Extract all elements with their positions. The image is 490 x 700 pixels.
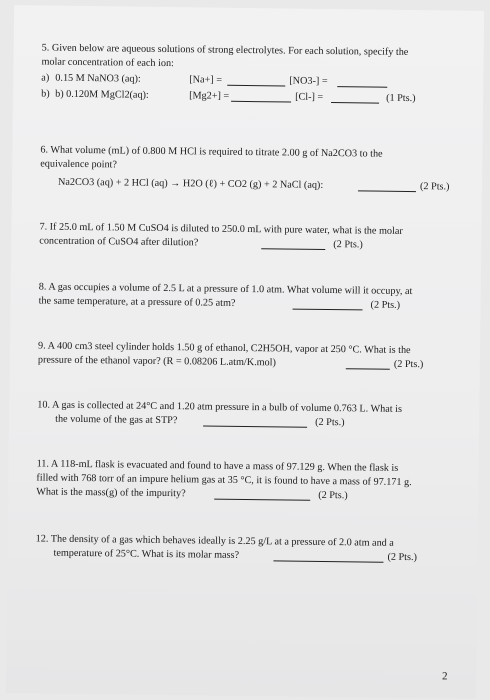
question-text: A gas is collected at 24°C and 1.20 atm pressure in a bulb of volume 0.763 L. What is <box>51 399 403 415</box>
question-number: 11. <box>36 458 50 470</box>
question-text: A gas occupies a volume of 2.5 L at a pressure of 1.0 atm. What volume will it occupy, at <box>48 281 413 298</box>
ion-label: [Na+] = <box>189 74 223 86</box>
ion-label: [Mg2+] = <box>189 90 230 102</box>
answer-blank[interactable] <box>346 359 390 370</box>
ion-label: [NO3-] = <box>289 75 328 87</box>
answer-blank[interactable] <box>214 490 310 501</box>
question-number: 12. <box>35 533 49 545</box>
chemical-equation: Na2CO3 (aq) + 2 HCl (aq) → H2O (ℓ) + CO2 (g) + 2 NaCl (aq): <box>57 176 324 191</box>
question-text: the same temperature, at a pressure of 0.25 atm? <box>38 295 236 309</box>
points-label: (2 Pts.) <box>318 489 348 502</box>
answer-blank[interactable] <box>293 300 363 311</box>
question-text: the volume of the gas at STP? <box>55 413 178 427</box>
answer-blank[interactable] <box>261 239 325 250</box>
question-text: The density of a gas which behaves ideally is 2.25 g/L at a pressure of 2.0 atm and a <box>50 533 394 549</box>
answer-blank[interactable] <box>337 77 387 88</box>
question-text: What is the mass(g) of the impurity? <box>36 486 186 500</box>
question-number: 6. <box>40 144 49 156</box>
question-text: equivalence point? <box>40 158 117 171</box>
question-text: A 400 cm3 steel cylinder holds 1.50 g of ethanol, C2H5OH, vapor at 250 °C. What is the <box>47 340 411 357</box>
ion-label: [Cl-] = <box>295 91 324 103</box>
question-text: pressure of the ethanol vapor? (R = 0.08206 L.atm/K.mol) <box>37 354 276 369</box>
question-text: concentration of CuSO4 after dilution? <box>39 235 199 249</box>
answer-blank[interactable] <box>231 92 291 103</box>
answer-blank[interactable] <box>331 93 379 104</box>
question-7 <box>39 220 459 253</box>
question-10 <box>37 398 457 431</box>
points-label: (2 Pts.) <box>387 551 418 564</box>
points-label: (2 Pts.) <box>419 181 450 193</box>
answer-blank[interactable] <box>273 551 383 562</box>
question-number: 5. <box>41 42 50 54</box>
answer-blank[interactable] <box>358 181 416 192</box>
question-11 <box>36 457 456 504</box>
question-text: molar concentration of each ion: <box>41 56 174 70</box>
question-number: 8. <box>38 281 47 293</box>
question-8 <box>39 280 459 313</box>
answer-blank[interactable] <box>203 416 307 427</box>
points-label: (2 Pts.) <box>333 239 363 251</box>
solution-label: b) 0.120M MgCl2(aq): <box>55 88 149 101</box>
part-label: a) <box>41 72 50 84</box>
question-text: filled with 768 torr of an impure helium gas at 35 °C, it is found to have a mass of 97.171 g. <box>36 472 412 489</box>
question-text: A 118-mL flask is evacuated and found to have a mass of 97.129 g. When the flask is <box>50 458 399 474</box>
part-label: b) <box>41 88 50 100</box>
answer-blank[interactable] <box>227 76 285 87</box>
solution-label: 0.15 M NaNO3 (aq): <box>55 72 141 85</box>
question-12 <box>35 532 455 565</box>
points-label: (2 Pts.) <box>370 299 401 311</box>
points-label: (2 Pts.) <box>315 416 345 429</box>
page-number: 2 <box>441 670 448 683</box>
points-label: (2 Pts.) <box>393 358 424 371</box>
question-text: Given below are aqueous solutions of strong electrolytes. For each solution, specify the <box>51 42 409 58</box>
question-number: 9. <box>37 340 46 352</box>
question-text: If 25.0 mL of 1.50 M CuSO4 is diluted to 250.0 mL with pure water, what is the molar <box>49 221 403 237</box>
question-text: temperature of 25°C. What is its molar mass? <box>53 547 240 561</box>
points-label: (1 Pts.) <box>386 92 416 105</box>
question-number: 10. <box>37 399 51 411</box>
question-5 <box>41 41 462 106</box>
question-9 <box>38 339 458 372</box>
question-number: 7. <box>39 221 48 233</box>
worksheet-page <box>6 5 484 699</box>
question-6 <box>40 143 461 194</box>
question-text: What volume (mL) of 0.800 M HCl is required to titrate 2.00 g of Na2CO3 to the <box>50 144 383 160</box>
